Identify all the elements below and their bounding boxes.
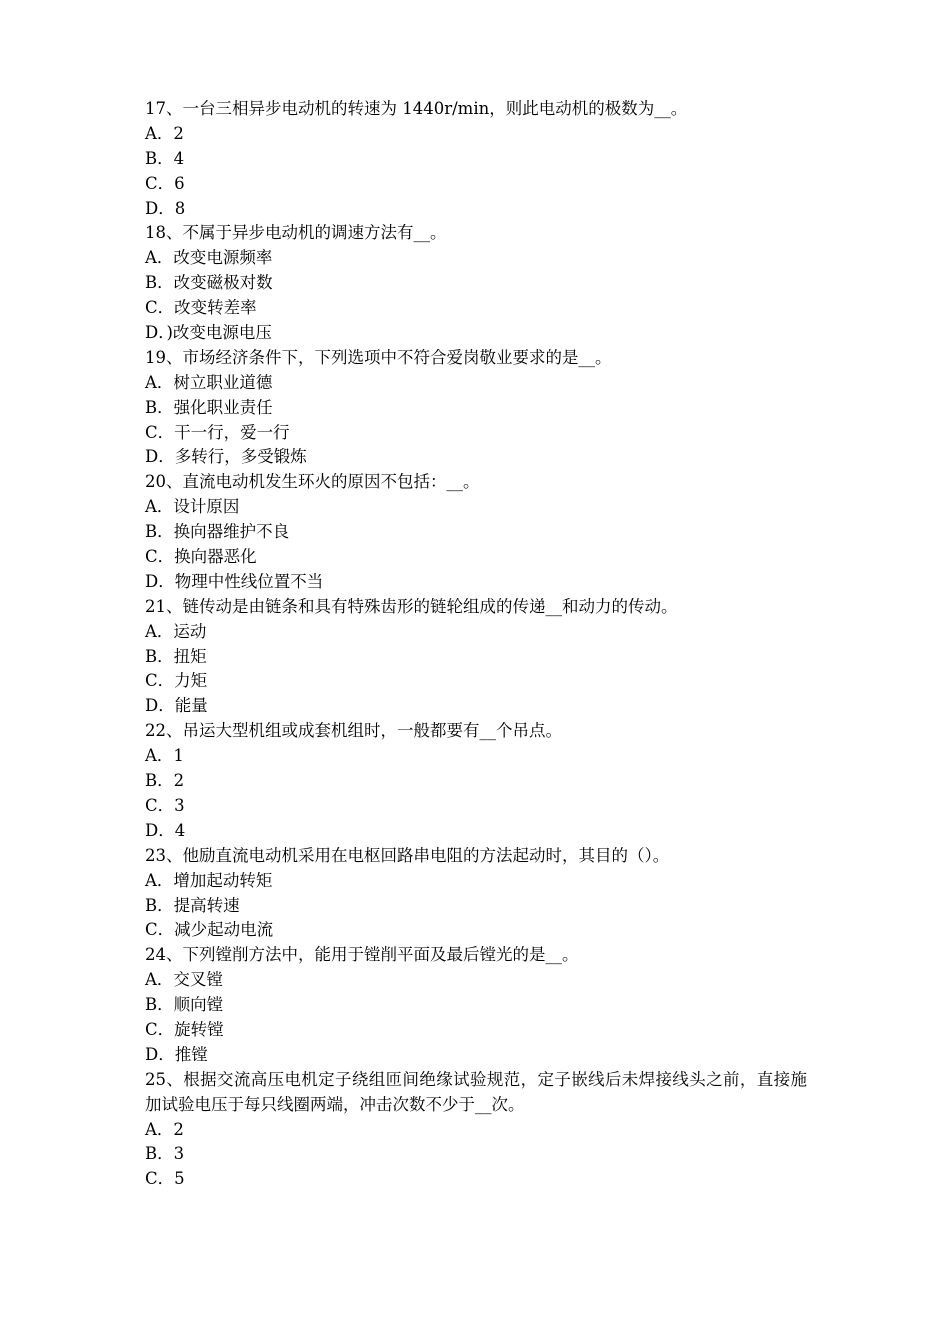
question-stem: 17、一台三相异步电动机的转速为 1440r/min，则此电动机的极数为__。 — [145, 99, 688, 118]
question-23 — [145, 844, 815, 944]
option-a: A．树立职业道德 — [145, 372, 273, 392]
option-c: C．干一行，爱一行 — [145, 422, 290, 442]
option-d: D．)改变电源电压 — [145, 323, 272, 343]
option-d: D．8 — [145, 198, 186, 218]
document-page — [145, 97, 815, 1192]
option-b: B．2 — [145, 771, 185, 791]
option-b: B．强化职业责任 — [145, 397, 273, 417]
option-b: B．改变磁极对数 — [145, 273, 273, 293]
option-c: C．3 — [145, 795, 185, 815]
question-18 — [145, 221, 815, 345]
option-d: D．4 — [145, 820, 186, 840]
question-stem: 23、他励直流电动机采用在电枢回路串电阻的方法起动时，其目的（）。 — [145, 845, 670, 865]
question-stem: 20、直流电动机发生环火的原因不包括：__。 — [145, 472, 480, 492]
option-d: D．多转行，多受锻炼 — [145, 447, 307, 467]
question-stem: 24、下列镗削方法中，能用于镗削平面及最后镗光的是__。 — [145, 945, 579, 965]
option-b: B．4 — [145, 148, 185, 168]
question-stem: 19、市场经济条件下，下列选项中不符合爱岗敬业要求的是__。 — [145, 347, 612, 367]
option-b: B．顺向镗 — [145, 995, 224, 1015]
question-stem: 18、不属于异步电动机的调速方法有__。 — [145, 223, 447, 243]
option-a: A．2 — [145, 1119, 184, 1139]
option-a: A．改变电源频率 — [145, 248, 273, 268]
option-a: A．1 — [145, 746, 184, 766]
question-19 — [145, 346, 815, 470]
option-b: B．3 — [145, 1144, 185, 1164]
option-a: A．增加起动转矩 — [145, 870, 273, 890]
option-a: A．2 — [145, 123, 184, 143]
option-c: C．减少起动电流 — [145, 920, 274, 940]
option-a: A．运动 — [145, 621, 207, 641]
question-17 — [145, 97, 815, 221]
question-25 — [145, 1068, 815, 1192]
option-c: C．5 — [145, 1169, 185, 1189]
option-b: B．扭矩 — [145, 646, 207, 666]
option-c: C．旋转镗 — [145, 1019, 224, 1039]
option-c: C．6 — [145, 173, 185, 193]
question-stem: 21、链传动是由链条和具有特殊齿形的链轮组成的传递__和动力的传动。 — [145, 596, 678, 616]
question-21 — [145, 595, 815, 719]
option-d: D．推镗 — [145, 1044, 208, 1064]
option-b: B．提高转速 — [145, 895, 240, 915]
option-c: C．改变转差率 — [145, 298, 257, 318]
option-c: C．换向器恶化 — [145, 547, 257, 567]
option-d: D．物理中性线位置不当 — [145, 571, 324, 591]
question-stem: 22、吊运大型机组或成套机组时，一般都要有__个吊点。 — [145, 721, 562, 741]
question-22 — [145, 719, 815, 843]
question-20 — [145, 470, 815, 594]
option-b: B．换向器维护不良 — [145, 522, 290, 542]
option-d: D．能量 — [145, 696, 208, 716]
option-c: C．力矩 — [145, 671, 208, 691]
option-a: A．设计原因 — [145, 497, 240, 517]
question-24 — [145, 943, 815, 1067]
option-a: A．交叉镗 — [145, 970, 223, 990]
question-stem: 25、根据交流高压电机定子绕组匝间绝缘试验规范，定子嵌线后未焊接线头之前，直接施加试验电压于每只线圈两端，冲击次数不少于__次。 — [145, 1069, 807, 1114]
